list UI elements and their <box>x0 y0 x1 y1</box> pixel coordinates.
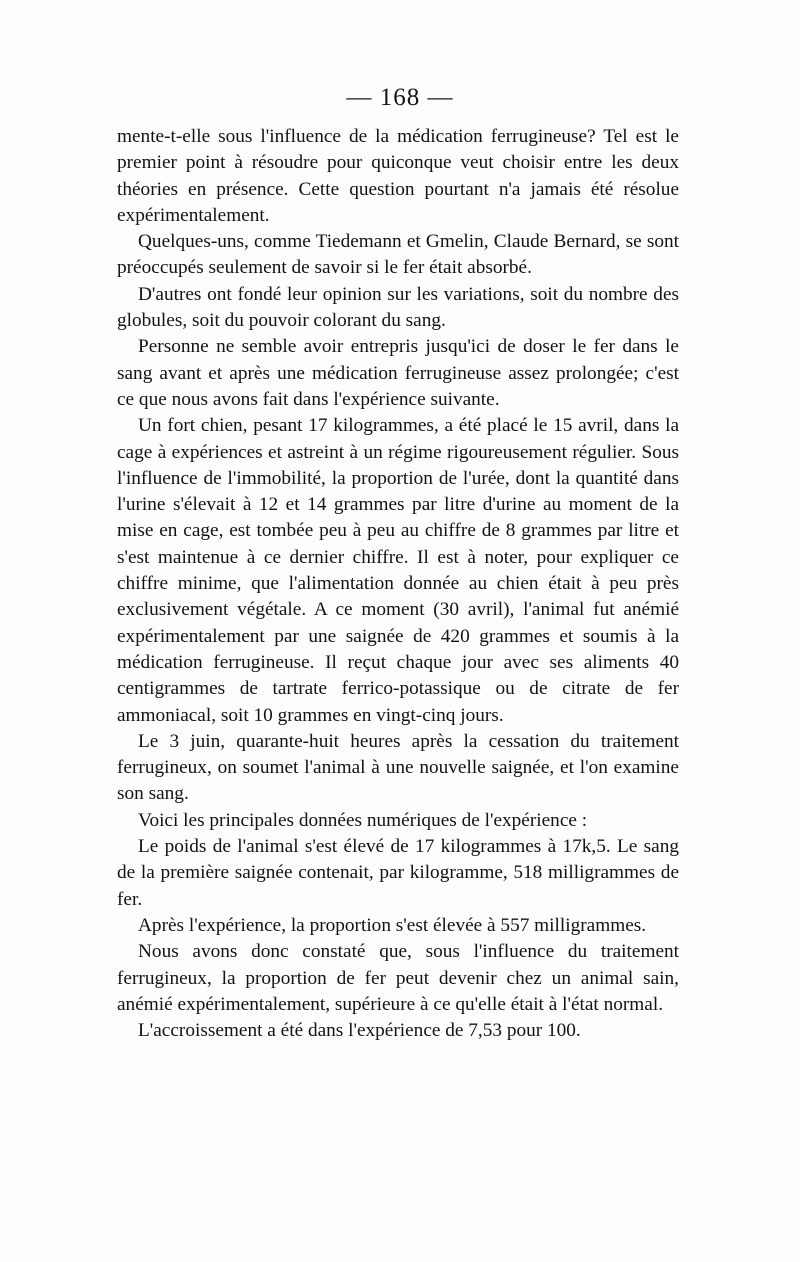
paragraph-globules: D'autres ont fondé leur opinion sur les variations, soit du nombre des globules, soit du pouvoir colorant du sang. <box>117 283 679 332</box>
page-number: — 168 — <box>346 84 454 111</box>
paragraph-conclusion: Nous avons donc constaté que, sous l'influence du traitement ferrugineux, la proportion de fer peut devenir chez un animal sain, anémié expérimentalement, supérieure à ce qu'elle était à l'état normal. <box>117 941 679 1015</box>
paragraph-after: Après l'expérience, la proportion s'est élevée à 557 milligrammes. <box>138 914 647 936</box>
paragraph-continuation: mente-t-elle sous l'influence de la médication ferrugineuse? Tel est le premier point à résoudre pour quiconque veut choisir entre les deux théories en présence. Cette question pourtant n'a jamais été résolue expérimentalement. <box>117 126 679 226</box>
paragraph-tiedemann: Quelques-uns, comme Tiedemann et Gmelin, Claude Bernard, se sont préoccupés seulement de savoir si le fer était absorbé. <box>117 231 679 279</box>
body-text <box>117 124 679 1044</box>
paragraph-increase: L'accroissement a été dans l'expérience de 7,53 pour 100. <box>138 1020 581 1042</box>
paragraph-data-intro: Voici les principales données numériques de l'expérience : <box>138 809 588 831</box>
paragraph-weight: Le poids de l'animal s'est élevé de 17 kilogrammes à 17k,5. Le sang de la première saignée contenait, par kilogramme, 518 milligrammes de fer. <box>117 836 679 910</box>
paragraph-experiment: Un fort chien, pesant 17 kilogrammes, a été placé le 15 avril, dans la cage à expériences et astreint à un régime rigoureusement régulier. Sous l'influence de l'immobilité, la proportion de l'urée, dont la quantité dans l'urine s'élevait à 12 et 14 grammes par litre d'urine au moment de la mise en cage, est tombée peu à peu au chiffre de 8 grammes par litre et s'est maintenue à ce dernier chiffre. Il est à noter, pour expliquer ce chiffre minime, que l'alimentation donnée au chien était à peu près exclusivement végétale. A ce moment (30 avril), l'animal fut anémié expérimentalement par une saignée de 420 grammes et soumis à la médication ferrugineuse. Il reçut chaque jour avec ses aliments 40 centigrammes de tartrate ferrico-potassique ou de citrate de fer ammoniacal, soit 10 grammes en vingt-cinq jours. <box>117 415 679 726</box>
paragraph-dosage: Personne ne semble avoir entrepris jusqu'ici de doser le fer dans le sang avant et après une médication ferrugineuse assez prolongée; c'est ce que nous avons fait dans l'expérience suivante. <box>117 336 679 410</box>
paragraph-second-bleeding: Le 3 juin, quarante-huit heures après la cessation du traitement ferrugineux, on soumet l'animal à une nouvelle saignée, et l'on examine son sang. <box>117 730 679 805</box>
